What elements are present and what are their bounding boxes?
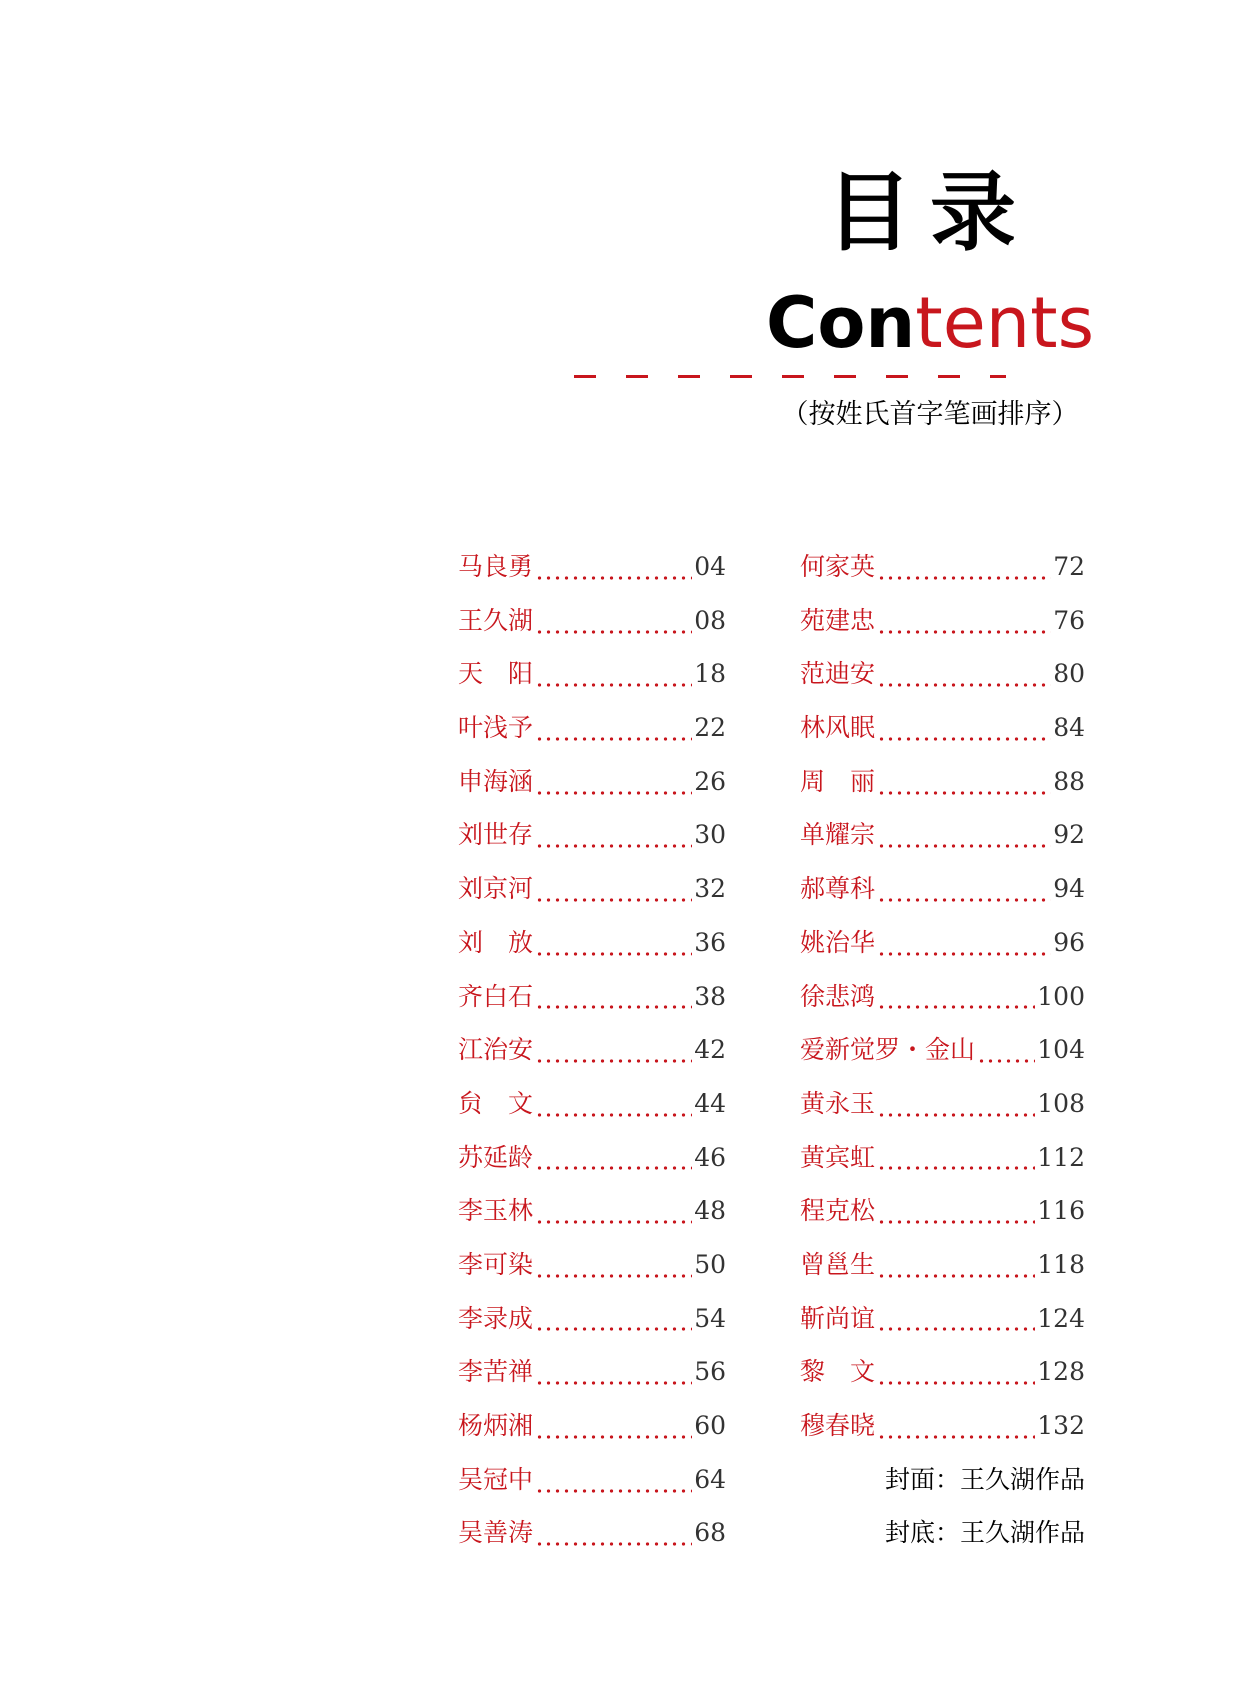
toc-entry-name: 王久湖	[458, 605, 534, 635]
toc-entry-name: 李可染	[458, 1249, 534, 1279]
dot-leader	[877, 737, 1051, 741]
dot-leader	[535, 1542, 692, 1546]
toc-entry[interactable]	[458, 655, 726, 709]
toc-entry[interactable]	[458, 1407, 726, 1461]
toc-entry[interactable]	[800, 1085, 1085, 1139]
toc-entry-name: 徐悲鸿	[800, 981, 876, 1011]
dot-leader	[877, 576, 1051, 580]
page-title: 目录	[826, 163, 1034, 263]
toc-entry-page: 116	[1037, 1196, 1085, 1226]
toc-entry[interactable]	[800, 763, 1085, 817]
toc-entry[interactable]	[800, 1031, 1085, 1085]
toc-entry[interactable]	[800, 1139, 1085, 1193]
toc-entry-name: 姚治华	[800, 927, 876, 957]
dot-leader	[535, 952, 692, 956]
toc-entry-page: 118	[1037, 1249, 1085, 1279]
toc-entry-name: 杨炳湘	[458, 1411, 534, 1440]
title-en-part-2: tents	[915, 282, 1095, 364]
dot-leader	[877, 1005, 1035, 1009]
dot-leader	[535, 791, 692, 795]
toc-entry-name: 何家英	[800, 552, 876, 581]
dot-leader	[877, 1274, 1035, 1278]
toc-entry[interactable]	[800, 924, 1085, 978]
toc-entry-page: 92	[1053, 820, 1085, 850]
toc-entry[interactable]	[458, 978, 726, 1032]
toc-entry[interactable]	[800, 548, 1085, 602]
toc-entry-page: 50	[694, 1249, 726, 1279]
toc-entry-page: 80	[1053, 659, 1085, 689]
toc-entry-name: 靳尚谊	[800, 1303, 876, 1333]
dot-leader	[535, 576, 692, 580]
toc-entry[interactable]	[458, 602, 726, 656]
toc-entry-name: 叶浅予	[458, 713, 534, 743]
dot-leader	[877, 1166, 1035, 1170]
dot-leader	[877, 1327, 1035, 1331]
toc-entry[interactable]	[800, 1192, 1085, 1246]
toc-entry[interactable]	[800, 1353, 1085, 1407]
dot-leader	[535, 630, 692, 634]
toc-entry-page: 36	[694, 927, 726, 957]
toc-entry[interactable]	[458, 870, 726, 924]
dot-leader	[535, 1489, 692, 1493]
dot-leader	[977, 1059, 1035, 1063]
toc-entry[interactable]	[458, 1300, 726, 1354]
toc-entry-name: 黄宾虹	[800, 1142, 876, 1172]
toc-entry-page: 112	[1037, 1142, 1085, 1172]
toc-entry-page: 18	[694, 659, 726, 689]
toc-entry-name: 申海涵	[458, 766, 534, 796]
dot-leader	[535, 1220, 692, 1224]
toc-entry-page: 60	[694, 1411, 726, 1440]
toc-entry[interactable]	[458, 1085, 726, 1139]
toc-entry-name: 穆春晓	[800, 1411, 876, 1440]
toc-entry[interactable]	[800, 870, 1085, 924]
toc-entry[interactable]	[458, 1139, 726, 1193]
title-en-part-1: Con	[765, 282, 916, 364]
toc-entry[interactable]	[458, 1246, 726, 1300]
toc-entry[interactable]	[458, 1461, 726, 1515]
toc-entry-page: 04	[694, 552, 726, 581]
dot-leader	[535, 1005, 692, 1009]
toc-entry-page: 44	[694, 1088, 726, 1118]
toc-entry-page: 68	[694, 1518, 726, 1548]
toc-entry-name: 黄永玉	[800, 1088, 876, 1118]
toc-entry-name: 单耀宗	[800, 820, 876, 850]
dot-leader	[877, 683, 1051, 687]
toc-entry-page: 94	[1053, 874, 1085, 904]
toc-entry[interactable]	[458, 1192, 726, 1246]
toc-entry-page: 48	[694, 1196, 726, 1226]
dot-leader	[877, 791, 1051, 795]
dot-leader	[877, 1113, 1035, 1117]
dot-leader	[877, 952, 1051, 956]
toc-entry-name: 刘世存	[458, 820, 534, 850]
toc-entry-name: 黎 文	[800, 1357, 876, 1387]
toc-entry-page: 108	[1037, 1088, 1085, 1118]
toc-entry-name: 苑建忠	[800, 605, 876, 635]
toc-entry-page: 32	[694, 874, 726, 904]
toc-entry-page: 22	[694, 713, 726, 743]
toc-entry-name: 李玉林	[458, 1196, 534, 1226]
toc-entry[interactable]	[458, 1353, 726, 1407]
sort-note: （按姓氏首字笔画排序）	[781, 399, 1079, 430]
toc-entry-page: 46	[694, 1142, 726, 1172]
page-title-english	[620, 282, 1240, 364]
dot-leader	[877, 898, 1051, 902]
toc-entry-page: 76	[1053, 605, 1085, 635]
toc-entry[interactable]	[458, 763, 726, 817]
toc-entry[interactable]	[800, 1246, 1085, 1300]
dot-leader	[535, 1274, 692, 1278]
toc-entry-name: 林风眠	[800, 713, 876, 743]
toc-entry-name: 贠 文	[458, 1088, 534, 1118]
toc-entry-name: 周 丽	[800, 766, 876, 796]
toc-entry-name: 李录成	[458, 1303, 534, 1333]
toc-entry-page: 56	[694, 1357, 726, 1387]
dot-leader	[535, 844, 692, 848]
toc-entry-name: 江治安	[458, 1035, 534, 1065]
toc-entry-name: 爱新觉罗・金山	[800, 1035, 976, 1065]
toc-entry-name: 曾邕生	[800, 1249, 876, 1279]
dot-leader	[877, 1381, 1035, 1385]
toc-left-column	[458, 548, 726, 1568]
toc-entry-name: 郝尊科	[800, 874, 876, 904]
toc-entry-page: 88	[1053, 766, 1085, 796]
toc-entry[interactable]	[800, 816, 1085, 870]
toc-entry-page: 38	[694, 981, 726, 1011]
toc-entry[interactable]	[800, 602, 1085, 656]
back-cover-credit: 封底：王久湖作品	[884, 1518, 1085, 1548]
toc-entry-page: 72	[1053, 552, 1085, 581]
toc-entry-name: 刘 放	[458, 927, 534, 957]
toc-entry[interactable]	[800, 655, 1085, 709]
toc-entry-name: 齐白石	[458, 981, 534, 1011]
toc-entry-name: 吴冠中	[458, 1464, 534, 1494]
toc-entry-page: 26	[694, 766, 726, 796]
dot-leader	[535, 1113, 692, 1117]
toc-entry[interactable]	[800, 709, 1085, 763]
toc-entry-page: 100	[1037, 981, 1085, 1011]
toc-entry-page: 42	[694, 1035, 726, 1065]
toc-entry[interactable]	[800, 1407, 1085, 1461]
toc-entry-name: 李苦禅	[458, 1357, 534, 1387]
toc-entry[interactable]	[800, 1300, 1085, 1354]
toc-entry-page: 64	[694, 1464, 726, 1494]
toc-entry-page: 104	[1037, 1035, 1085, 1065]
toc-entry[interactable]	[458, 1031, 726, 1085]
dot-leader	[877, 1220, 1035, 1224]
toc-entry-name: 刘京河	[458, 874, 534, 904]
dot-leader	[535, 1327, 692, 1331]
toc-entry[interactable]	[458, 924, 726, 978]
toc-entry-name: 苏延龄	[458, 1142, 534, 1172]
dot-leader	[535, 683, 692, 687]
toc-entry[interactable]	[458, 548, 726, 602]
toc-entry[interactable]	[458, 1514, 726, 1568]
toc-entry[interactable]	[458, 816, 726, 870]
dot-leader	[535, 737, 692, 741]
dot-leader	[877, 844, 1051, 848]
toc-entry-page: 96	[1053, 927, 1085, 957]
toc-entry-name: 程克松	[800, 1196, 876, 1226]
toc-entry-page: 132	[1037, 1411, 1085, 1440]
toc-entry-name: 天 阳	[458, 659, 534, 689]
toc-entry-name: 马良勇	[458, 552, 534, 581]
toc-entry-name: 范迪安	[800, 659, 876, 689]
dot-leader	[535, 898, 692, 902]
front-cover-credit: 封面：王久湖作品	[884, 1464, 1085, 1494]
toc-entry-page: 84	[1053, 713, 1085, 743]
toc-entry-name: 吴善涛	[458, 1518, 534, 1548]
dot-leader	[535, 1166, 692, 1170]
toc-entry-page: 30	[694, 820, 726, 850]
toc-right-column	[800, 548, 1085, 1568]
toc-entry-page: 54	[694, 1303, 726, 1333]
toc-entry-page: 124	[1037, 1303, 1085, 1333]
dot-leader	[535, 1059, 692, 1063]
toc-entry-page: 128	[1037, 1357, 1085, 1387]
toc-entry[interactable]	[458, 709, 726, 763]
dashed-divider	[574, 375, 1006, 378]
toc-entry[interactable]	[800, 978, 1085, 1032]
toc-entry-page: 08	[694, 605, 726, 635]
dot-leader	[877, 1435, 1035, 1439]
dot-leader	[877, 630, 1051, 634]
dot-leader	[535, 1435, 692, 1439]
dot-leader	[535, 1381, 692, 1385]
